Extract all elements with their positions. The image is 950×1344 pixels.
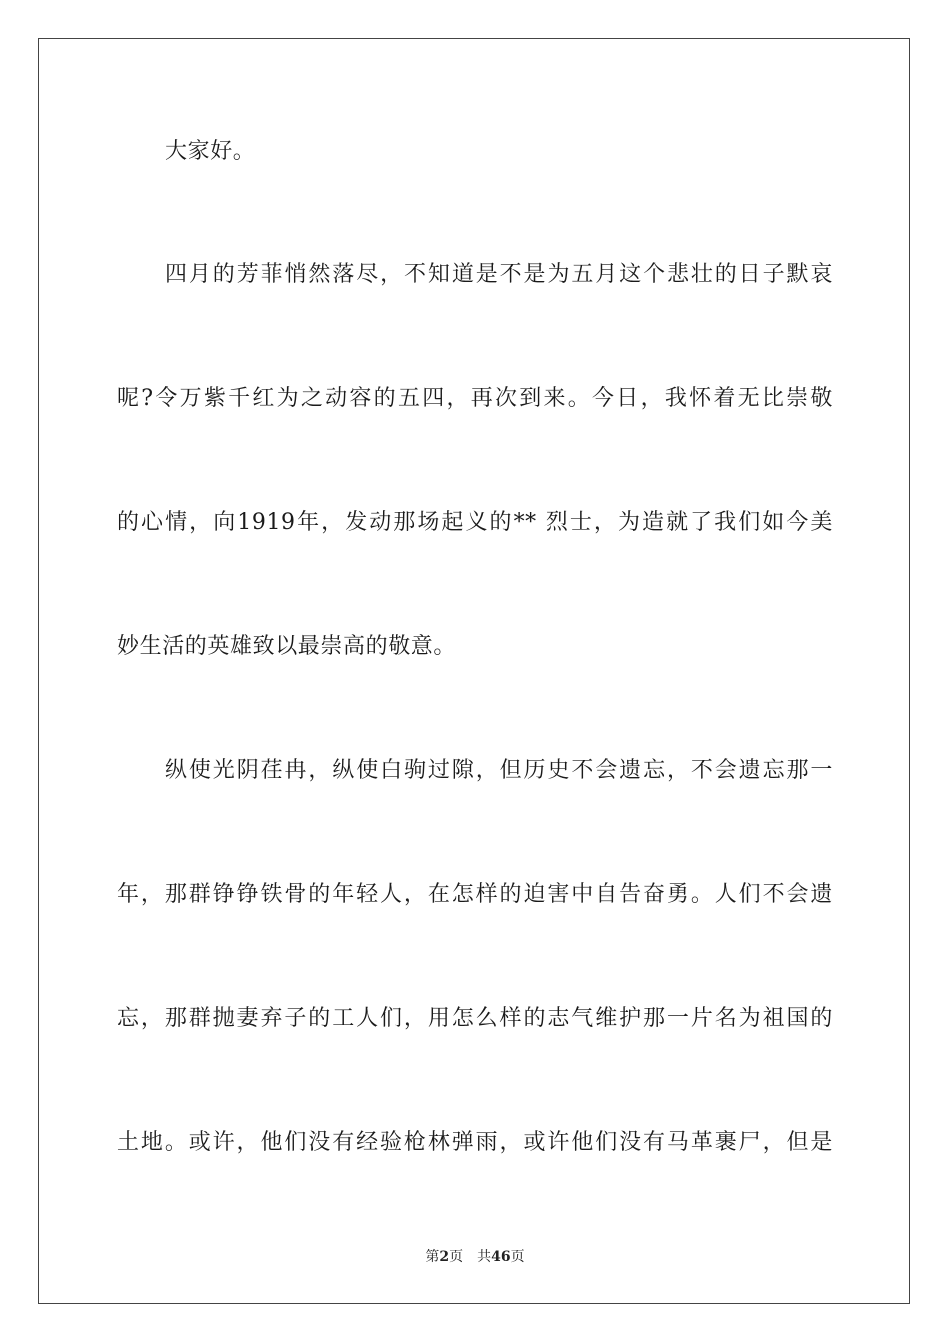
paragraph-2-line-3: 忘，那群抛妻弃子的工人们，用怎么样的志气维护那一片名为祖国的: [117, 1006, 833, 1031]
paragraph-1-line-2: 呢?令万紫千红为之动容的五四，再次到来。今日，我怀着无比崇敬: [117, 386, 833, 411]
page-border: [38, 38, 910, 1304]
paragraph-2-line-1: 纵使光阴荏冉，纵使白驹过隙，但历史不会遗忘，不会遗忘那一: [165, 758, 833, 783]
greeting-line: 大家好。: [165, 139, 256, 164]
total-suffix: 页: [510, 1249, 525, 1265]
paragraph-2-line-4: 土地。或许，他们没有经验枪林弹雨，或许他们没有马革裹尸，但是: [117, 1130, 833, 1155]
paragraph-1-line-1: 四月的芳菲悄然落尽，不知道是不是为五月这个悲壮的日子默哀: [165, 262, 833, 287]
page-number: 2: [439, 1249, 450, 1265]
page-prefix: 第: [425, 1249, 440, 1265]
total-pages: 46: [491, 1249, 511, 1265]
paragraph-2-line-2: 年，那群铮铮铁骨的年轻人，在怎样的迫害中自告奋勇。人们不会遗: [117, 882, 833, 907]
paragraph-1-line-3: 的心情，向1919年，发动那场起义的** 烈士，为造就了我们如今美: [117, 510, 833, 535]
page-footer: [0, 1248, 950, 1266]
page-suffix: 页: [449, 1249, 464, 1265]
total-prefix: 共: [477, 1249, 492, 1265]
paragraph-1-line-4: 妙生活的英雄致以最崇高的敬意。: [117, 634, 457, 659]
